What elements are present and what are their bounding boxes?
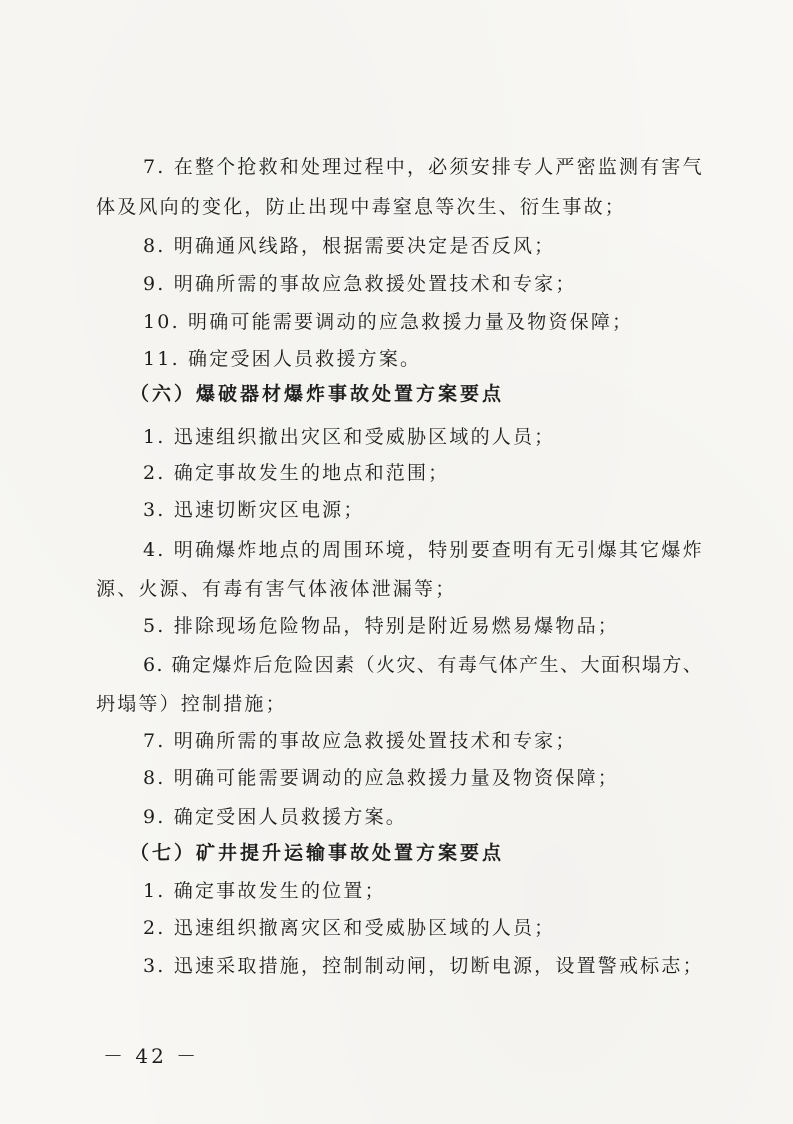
text-line: 2. 确定事故发生的地点和范围； <box>143 462 450 484</box>
section-heading: （七）矿井提升运输事故处置方案要点 <box>130 842 505 864</box>
text-line: 3. 迅速采取措施，控制制动闸，切断电源，设置警戒标志； <box>143 955 704 977</box>
text-line: 3. 迅速切断灾区电源； <box>143 499 365 521</box>
text-line: 7. 明确所需的事故应急救援处置技术和专家； <box>143 730 577 752</box>
section-heading: （六）爆破器材爆炸事故处置方案要点 <box>130 383 505 405</box>
text-line: 10. 明确可能需要调动的应急救援力量及物资保障； <box>143 311 634 333</box>
text-line: 1. 迅速组织撤出灾区和受威胁区域的人员； <box>143 426 556 448</box>
page-number: － 42 － <box>103 1044 200 1068</box>
text-line: 2. 迅速组织撤离灾区和受威胁区域的人员； <box>143 917 556 939</box>
text-line: 11. 确定受困人员救援方案。 <box>143 348 422 370</box>
text-line: 6. 确定爆炸后危险因素（火灾、有毒气体产生、大面积塌方、 <box>143 654 704 676</box>
text-line: 4. 明确爆炸地点的周围环境，特别要查明有无引爆其它爆炸 <box>143 539 704 561</box>
text-line: 源、火源、有毒有害气体液体泄漏等； <box>96 578 457 600</box>
text-line: 9. 明确所需的事故应急救援处置技术和专家； <box>143 273 577 295</box>
text-line: 8. 明确可能需要调动的应急救援力量及物资保障； <box>143 767 619 789</box>
text-line: 体及风向的变化，防止出现中毒窒息等次生、衍生事故； <box>96 196 627 218</box>
text-line: 8. 明确通风线路，根据需要决定是否反风； <box>143 235 556 257</box>
text-line: 5. 排除现场危险物品，特别是附近易燃易爆物品； <box>143 615 619 637</box>
text-line: 9. 确定受困人员救援方案。 <box>143 806 407 828</box>
text-line: 坍塌等）控制措施； <box>96 693 287 715</box>
text-line: 1. 确定事故发生的位置； <box>143 880 386 902</box>
text-line: 7. 在整个抢救和处理过程中，必须安排专人严密监测有害气 <box>143 156 704 178</box>
